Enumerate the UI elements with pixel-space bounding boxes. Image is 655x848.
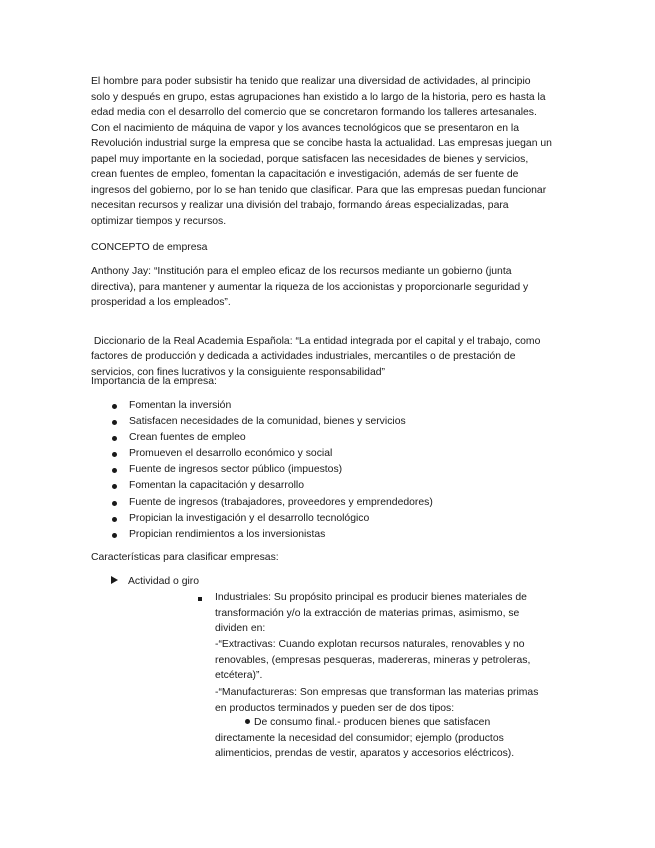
intro-line: papel muy importante en la sociedad, porque satisfacen las necesidades de bienes y servicios, [91, 153, 529, 165]
list-item-text: Crean fuentes de empleo [129, 432, 246, 444]
bullet-icon [112, 436, 117, 441]
intro-paragraph [91, 74, 566, 229]
list-item-text: Fuente de ingresos sector público (impuestos) [129, 464, 343, 476]
actividad-giro-item [111, 574, 411, 590]
intro-line: edad media con el desarrollo del comercio que se concretaron formando los talleres artesanales. [91, 107, 537, 118]
consumo-final-text [215, 715, 550, 762]
intro-line: Revolución industrial surge la empresa que se concibe hasta la actualidad. Las empresas juegan un [91, 138, 552, 149]
intro-line: crean fuentes de empleo, fomentan la capacitación e investigación, además de ser fuente de [91, 169, 519, 180]
list-item [91, 398, 566, 414]
definition-line: directiva), para mantener y aumentar la riqueza de los accionistas y proporcionarle seguridad y [91, 281, 529, 293]
intro-line: solo y después en grupo, estas agrupaciones han existido a lo largo de la historia, pero es hasta la [91, 91, 546, 103]
list-item-text: Fomentan la inversión [129, 400, 232, 411]
text-line: dividen en: [215, 623, 266, 634]
list-item [91, 446, 566, 462]
extractivas-text [215, 637, 550, 684]
text-line: transformación y/o la extracción de materias primas, asimismo, se [215, 607, 520, 619]
caracteristicas-heading: Características para clasificar empresas: [91, 552, 279, 563]
list-item-text: Satisfacen necesidades de la comunidad, bienes y servicios [129, 416, 406, 428]
bullet-icon [112, 484, 117, 489]
concepto-heading: CONCEPTO de empresa [91, 242, 208, 253]
definition-line: factores de producción y dedicada a actividades industriales, mercantiles o de prestación de [91, 351, 516, 362]
manufactureras-text [215, 685, 550, 716]
definition-line: Diccionario de la Real Academia Española: “La entidad integrada por el capital y el trabajo, como [91, 335, 541, 347]
text-line: en productos terminados y pueden ser de dos tipos: [215, 702, 455, 714]
list-item-text: Propician la investigación y el desarrollo tecnológico [129, 512, 370, 524]
text-line: -“Extractivas: Cuando explotan recursos naturales, renovables y no [215, 639, 525, 650]
intro-line: Con el nacimiento de máquina de vapor y los avances tecnológicos que se presentaron en la [91, 122, 520, 134]
arrow-bullet-icon [111, 576, 118, 584]
definition-line: servicios, con fines lucrativos y la consiguiente responsabilidad” [91, 366, 385, 378]
intro-line: ingresos del gobierno, por lo se han tenido que clasificar. Para que las empresas puedan funcionar [91, 184, 547, 196]
intro-line: necesitan recursos y realizar una división del trabajo, formando áreas especializadas, para [91, 200, 509, 211]
square-bullet-icon [198, 597, 202, 601]
rae-definition [91, 318, 566, 380]
bullet-icon [112, 501, 117, 506]
text-line: -“Manufactureras: Son empresas que transforman las materias primas [215, 687, 539, 698]
intro-line: El hombre para poder subsistir ha tenido que realizar una diversidad de actividades, al principio [91, 76, 531, 87]
importancia-heading: Importancia de la empresa: [91, 376, 217, 387]
definition-line: prosperidad a los empleados”. [91, 297, 231, 308]
consumo-first-line [215, 717, 490, 728]
list-item [91, 462, 566, 478]
text-line: etcétera)”. [215, 670, 263, 681]
text-line: Industriales: Su propósito principal es producir bienes materiales de [215, 592, 527, 603]
list-item [91, 527, 566, 543]
anthony-jay-definition [91, 264, 566, 311]
list-item [91, 478, 566, 494]
industriales-text [215, 590, 550, 637]
intro-line: optimizar tiempos y recursos. [91, 215, 227, 227]
list-item [91, 430, 566, 446]
text-line: alimenticios, prendas de vestir, aparatos y accesorios eléctricos). [215, 748, 515, 759]
bullet-icon [112, 420, 117, 425]
bullet-icon [112, 468, 117, 473]
list-item-text: Fomentan la capacitación y desarrollo [129, 480, 305, 492]
list-item-text: Promueven el desarrollo económico y social [129, 448, 333, 460]
actividad-label: Actividad o giro [128, 576, 200, 587]
text-line: directamente la necesidad del consumidor; ejemplo (productos [215, 732, 504, 744]
list-item-text: Propician rendimientos a los inversionistas [129, 528, 326, 540]
importancia-list [91, 398, 566, 543]
list-item [91, 511, 566, 527]
text-line: renovables, (empresas pesqueras, madereras, mineras y petroleras, [215, 654, 531, 666]
bullet-icon [245, 719, 250, 724]
bullet-icon [112, 533, 117, 538]
list-item [91, 495, 566, 511]
bullet-icon [112, 452, 117, 457]
bullet-icon [112, 517, 117, 522]
definition-line: Anthony Jay: “Institución para el empleo eficaz de los recursos mediante un gobierno (junta [91, 266, 512, 277]
bullet-icon [112, 404, 117, 409]
list-item-text: Fuente de ingresos (trabajadores, proveedores y emprendedores) [129, 496, 433, 508]
list-item [91, 414, 566, 430]
text-line: De consumo final.- producen bienes que satisfacen [254, 717, 491, 728]
